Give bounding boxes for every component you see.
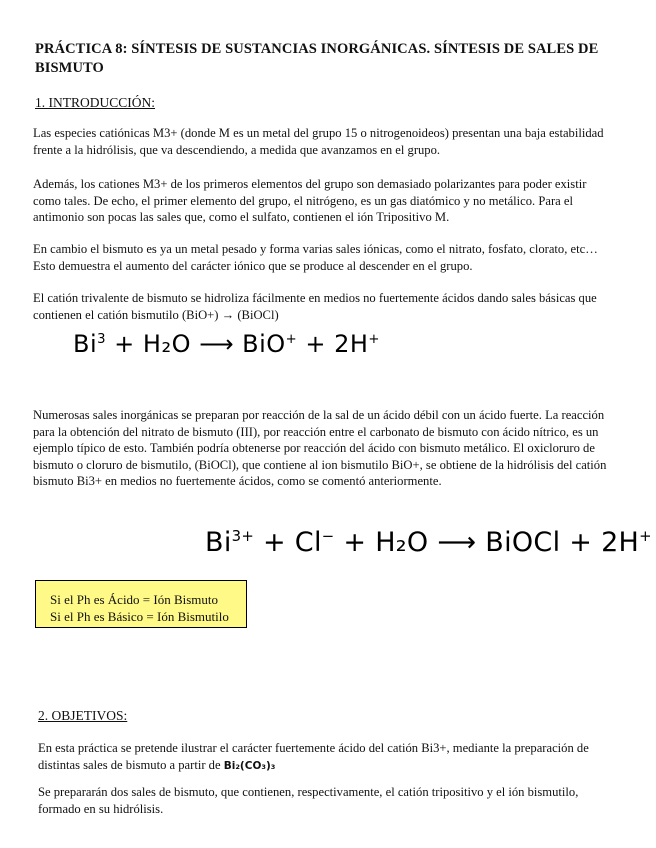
eq2-mid: + Cl bbox=[254, 527, 322, 558]
section-heading-objetivos: 2. OBJETIVOS: bbox=[38, 708, 128, 723]
eq1-mid: + H₂O ⟶ BiO bbox=[106, 330, 286, 358]
paragraph-cationes-polarizantes: Además, los cationes M3+ de los primeros elementos del grupo son demasiado polarizantes para poder existir como tales. De echo, el primer elemento del grupo, el nitrógeno, es un gas diatómico y no metálico. Para el antimonio son pocas las sales que, como el sulfato, contienen el ión Tripositivo M. bbox=[33, 177, 587, 224]
ph-note-basic: Si el Ph es Básico = Ión Bismutilo bbox=[50, 609, 229, 624]
section-heading-introduccion: 1. INTRODUCCIÓN: bbox=[35, 95, 155, 110]
paragraph-especies-cationicas: Las especies catiónicas M3+ (donde M es un metal del grupo 15 o nitrogenoideos) presentan una baja estabilidad frente a la hidrólisis, que va descendiendo, a medida que avanzamos en el grupo. bbox=[33, 126, 604, 157]
handwritten-formula-bismuth-carbonate: Bi₂(CO₃)₃ bbox=[223, 759, 276, 772]
paragraph-objetivos-ilustrar bbox=[38, 740, 613, 774]
eq1-right-charge: + bbox=[368, 332, 380, 347]
paragraph-bismuto-metal-pesado: En cambio el bismuto es ya un metal pesado y forma varias sales iónicas, como el nitrato, fosfato, clorato, etc… Esto demuestra el aumento del carácter iónico que se produce al descender en el grupo. bbox=[33, 242, 598, 273]
eq2-left: Bi bbox=[205, 527, 232, 558]
objetivos-text: En esta práctica se pretende ilustrar el carácter fuertemente ácido del catión Bi3+, mediante la preparación de distintas sales de bismuto a partir de bbox=[38, 741, 589, 772]
eq2-rest: + H₂O ⟶ BiOCl + 2H bbox=[334, 527, 640, 558]
paragraph-cation-trivalente: El catión trivalente de bismuto se hidroliza fácilmente en medios no fuertemente ácidos dando sales básicas que contienen el catión bismutilo (BiO+) → (BiOCl) bbox=[33, 291, 597, 322]
handwritten-equation-oxychloride bbox=[205, 527, 652, 558]
eq2-left-charge: 3+ bbox=[231, 527, 255, 545]
eq1-mid-charge: + bbox=[285, 332, 298, 347]
eq2-mid-charge: − bbox=[321, 527, 335, 545]
paragraph-sales-inorganicas: Numerosas sales inorgánicas se preparan por reacción de la sal de un ácido débil con un ácido fuerte. La reacción para la obtención del nitrato de bismuto (III), por reacción entre el carbonato de bismuto con ácido nítrico, es un ejemplo típico de esto. También podría obtenerse por reacción del ácido con bismuto metálico. El oxicloruro de bismuto o cloruro de bismutilo, (BiOCl), que contiene al ion bismutilo BiO+, se obtiene de la hidrólisis del catión bismuto Bi3+ en medios no fuertemente ácidos, como se comentó anteriormente. bbox=[33, 408, 607, 488]
handwritten-equation-hydrolysis bbox=[73, 330, 380, 358]
eq1-left-charge: 3 bbox=[97, 332, 107, 347]
eq1-left: Bi bbox=[73, 330, 98, 358]
eq1-right: + 2H bbox=[297, 330, 369, 358]
ph-note-box bbox=[35, 580, 247, 628]
ph-note-acid: Si el Ph es Ácido = Ión Bismuto bbox=[50, 592, 219, 607]
page-title: PRÁCTICA 8: SÍNTESIS DE SUSTANCIAS INORGÁNICAS. SÍNTESIS DE SALES DE BISMUTO bbox=[35, 41, 599, 76]
paragraph-objetivos-sales: Se prepararán dos sales de bismuto, que contienen, respectivamente, el catión tripositivo y el ión bismutilo, formado en su hidrólisis. bbox=[38, 785, 579, 816]
eq2-right-charge: + bbox=[639, 527, 652, 545]
